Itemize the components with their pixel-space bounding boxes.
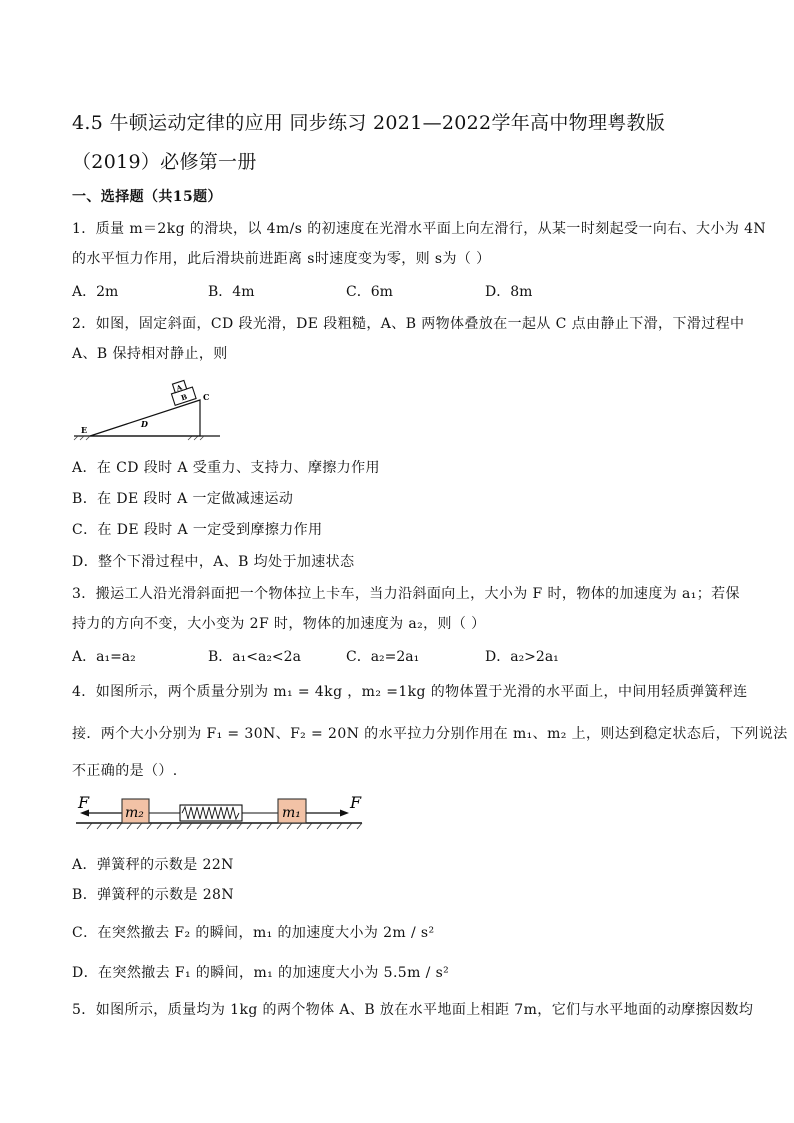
force-label-left: F bbox=[78, 793, 90, 812]
q3-option-b: B．a₁<a₂<2a bbox=[208, 649, 301, 665]
q3-option-a: A．a₁=a₂ bbox=[72, 649, 136, 665]
section-heading: 一、选择题（共15题） bbox=[72, 189, 222, 205]
label-e: E bbox=[81, 425, 88, 435]
q4-option-b: B．弹簧秤的示数是 28N bbox=[72, 887, 235, 903]
block-m1-label: m₁ bbox=[282, 805, 301, 821]
q4-stem-line3: 不正确的是（）. bbox=[72, 763, 178, 779]
q3-option-c: C．a₂=2a₁ bbox=[346, 649, 420, 665]
spring-blocks-figure bbox=[72, 790, 367, 830]
q2-stem-line1: 2．如图，固定斜面，CD 段光滑，DE 段粗糙，A、B 两物体叠放在一起从 C 点由静止下滑，下滑过程中 bbox=[72, 316, 745, 332]
label-c: C bbox=[203, 392, 210, 402]
q2-option-a: A．在 CD 段时 A 受重力、支持力、摩擦力作用 bbox=[72, 460, 380, 476]
q4-option-c: C．在突然撤去 F₂ 的瞬间，m₁ 的加速度大小为 2m / s² bbox=[72, 925, 435, 941]
q1-stem-line2: 的水平恒力作用，此后滑块前进距离 s时速度变为零，则 s为（ ） bbox=[72, 251, 491, 267]
q4-stem-line2: 接．两个大小分别为 F₁ = 30N、F₂ = 20N 的水平拉力分别作用在 m₁、m₂ 上，则达到稳定状态后，下列说法 bbox=[72, 726, 788, 742]
q3-stem-line1: 3．搬运工人沿光滑斜面把一个物体拉上卡车，当力沿斜面向上，大小为 F 时，物体的加速度为 a₁；若保 bbox=[72, 586, 740, 602]
q3-stem-line2: 持力的方向不变，大小变为 2F 时，物体的加速度为 a₂，则（ ） bbox=[72, 616, 486, 632]
q3-option-d: D．a₂>2a₁ bbox=[485, 649, 559, 665]
doc-title-line2: （2019）必修第一册 bbox=[72, 151, 257, 173]
q1-option-b: B．4m bbox=[208, 284, 255, 300]
q2-option-b: B．在 DE 段时 A 一定做减速运动 bbox=[72, 491, 294, 507]
block-m2-label: m₂ bbox=[125, 805, 144, 821]
q4-option-a: A．弹簧秤的示数是 22N bbox=[72, 857, 234, 873]
incline-figure bbox=[72, 370, 222, 442]
doc-title-line1: 4.5 牛顿运动定律的应用 同步练习 2021—2022学年高中物理粤教版 bbox=[72, 112, 666, 134]
q1-stem-line1: 1．质量 m＝2kg 的滑块，以 4m/s 的初速度在光滑水平面上向左滑行，从某一时刻起受一向右、大小为 4N bbox=[72, 221, 767, 237]
label-d: D bbox=[141, 419, 148, 429]
q4-option-d: D．在突然撤去 F₁ 的瞬间，m₁ 的加速度大小为 5.5m / s² bbox=[72, 965, 450, 981]
label-b: B bbox=[179, 391, 189, 403]
q4-stem-line1: 4．如图所示，两个质量分别为 m₁ = 4kg ，m₂ =1kg 的物体置于光滑的水平面上，中间用轻质弹簧秤连 bbox=[72, 684, 748, 700]
q1-option-c: C．6m bbox=[346, 284, 393, 300]
q2-option-d: D．整个下滑过程中，A、B 均处于加速状态 bbox=[72, 554, 355, 570]
q5-stem-line1: 5．如图所示，质量均为 1kg 的两个物体 A、B 放在水平地面上相距 7m，它们与水平地面的动摩擦因数均 bbox=[72, 1002, 754, 1018]
q2-option-c: C．在 DE 段时 A 一定受到摩擦力作用 bbox=[72, 522, 323, 538]
label-a: A bbox=[175, 382, 184, 393]
q1-option-a: A．2m bbox=[72, 284, 119, 300]
incline-wedge bbox=[90, 400, 200, 436]
q1-option-d: D．8m bbox=[485, 284, 533, 300]
q2-stem-line2: A、B 保持相对静止，则 bbox=[72, 346, 228, 362]
ground-hatching bbox=[87, 823, 362, 829]
force-label-right: F bbox=[350, 793, 362, 812]
